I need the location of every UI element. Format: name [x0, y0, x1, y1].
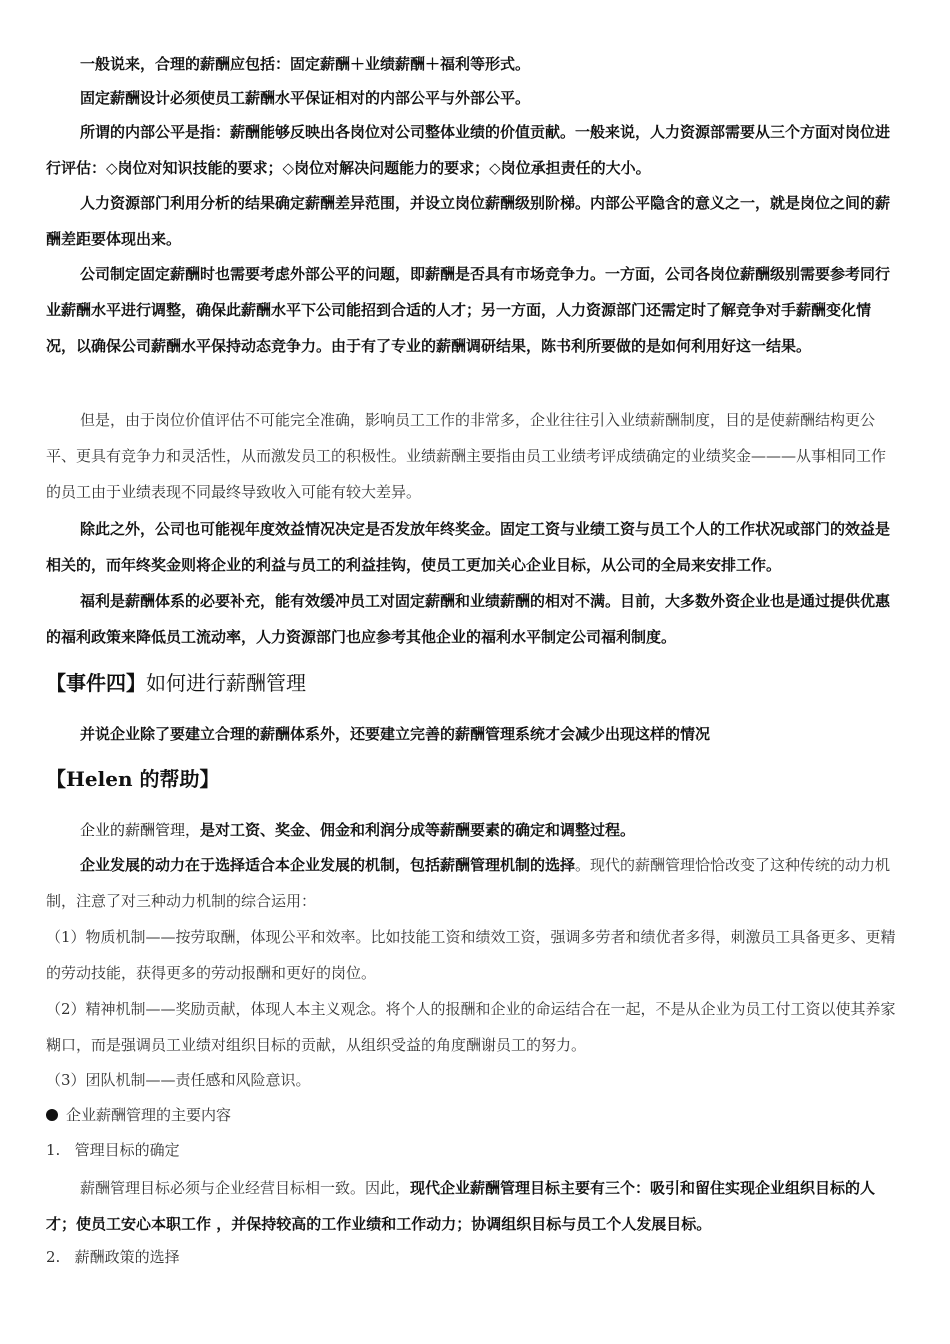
definition-body: 是对工资、奖金、佣金和利润分成等薪酬要素的确定和调整过程。	[200, 821, 636, 839]
mechanism-spiritual: （2）精神机制——奖励贡献，体现人本主义观念。将个人的报酬和企业的命运结合在一起，不是从企业为员工付工资以使其养家糊口，而是强调员工业绩对组织目标的贡献，从组织受益的角度酬谢员工的努力。	[46, 1000, 896, 1054]
paragraph-salary-management-definition	[46, 812, 896, 848]
event4-title: 如何进行薪酬管理	[146, 671, 306, 695]
paragraph-internal-fairness: 所谓的内部公平是指：薪酬能够反映出各岗位对公司整体业绩的价值贡献。一般来说，人力资源部需要从三个方面对岗位进行评估：◇岗位对知识技能的要求；◇岗位对解决问题能力的要求；◇岗位承担责任的大小。	[46, 123, 891, 177]
paragraph-driving-mechanism	[46, 847, 896, 919]
definition-lead: 企业的薪酬管理，	[80, 821, 201, 839]
bullet-main-content	[46, 1100, 231, 1130]
paragraph-management-goals	[46, 1170, 896, 1242]
helen-heading: 【Helen 的帮助】	[46, 767, 220, 791]
list-item-goal: 1. 管理目标的确定	[46, 1141, 180, 1159]
paragraph-management-system: 并说企业除了要建立合理的薪酬体系外，还要建立完善的薪酬管理系统才会减少出现这样的情况	[80, 725, 711, 743]
event4-heading	[46, 665, 306, 701]
paragraph-fixed-salary-design: 固定薪酬设计必须使员工薪酬水平保证相对的内部公平与外部公平。	[80, 89, 531, 107]
bullet-dot-icon	[46, 1109, 58, 1121]
paragraph-performance-pay: 但是，由于岗位价值评估不可能完全准确，影响员工工作的非常多，企业往往引入业绩薪酬制度，目的是使薪酬结构更公平、更具有竞争力和灵活性，从而激发员工的积极性。业绩薪酬主要指由员工业绩考评成绩确定的业绩奖金———从事相同工作的员工由于业绩表现不同最终导致收入可能有较大差异。	[46, 411, 887, 501]
paragraph-salary-composition: 一般说来，合理的薪酬应包括：固定薪酬＋业绩薪酬＋福利等形式。	[80, 55, 531, 73]
mechanism-body: 。现代的薪酬管理恰恰改变了这种传统的动力机制，注意了对三种动力机制的综合运用：	[46, 856, 891, 910]
list-item-policy: 2. 薪酬政策的选择	[46, 1248, 180, 1266]
mechanism-material: （1）物质机制——按劳取酬，体现公平和效率。比如技能工资和绩效工资，强调多劳者和绩优者多得，刺激员工具备更多、更精的劳动技能，获得更多的劳动报酬和更好的岗位。	[46, 928, 896, 982]
paragraph-welfare: 福利是薪酬体系的必要补充，能有效缓冲员工对固定薪酬和业绩薪酬的相对不满。目前，大多数外资企业也是通过提供优惠的福利政策来降低员工流动率，人力资源部门也应参考其他企业的福利水平制定公司福利制度。	[46, 592, 891, 646]
paragraph-external-fairness: 公司制定固定薪酬时也需要考虑外部公平的问题，即薪酬是否具有市场竞争力。一方面，公司各岗位薪酬级别需要参考同行业薪酬水平进行调整，确保此薪酬水平下公司能招到合适的人才；另一方面，人力资源部门还需定时了解竞争对手薪酬变化情况，以确保公司薪酬水平保持动态竞争力。由于有了专业的薪酬调研结果，陈书利所要做的是如何利用好这一结果。	[46, 265, 891, 355]
paragraph-year-end-bonus: 除此之外，公司也可能视年度效益情况决定是否发放年终奖金。固定工资与业绩工资与员工个人的工作状况或部门的效益是相关的，而年终奖金则将企业的利益与员工的利益挂钩，使员工更加关心企业目标，从公司的全局来安排工作。	[46, 520, 891, 574]
paragraph-salary-range: 人力资源部门利用分析的结果确定薪酬差异范围，并设立岗位薪酬级别阶梯。内部公平隐含的意义之一，就是岗位之间的薪酬差距要体现出来。	[46, 194, 891, 248]
goals-lead: 薪酬管理目标必须与企业经营目标相一致。因此，	[80, 1179, 411, 1197]
goals-body: 现代企业薪酬管理目标主要有三个：吸引和留住实现企业组织目标的人才；使员工安心本职工作 ，并保持较高的工作业绩和工作动力；协调组织目标与员工个人发展目标。	[46, 1179, 876, 1233]
mechanism-lead: 企业发展的动力在于选择适合本企业发展的机制，包括薪酬管理机制的选择	[80, 856, 576, 874]
mechanism-team: （3）团队机制——责任感和风险意识。	[46, 1071, 311, 1089]
event4-bracket: 【事件四】	[46, 671, 146, 695]
bullet-heading-text: 企业薪酬管理的主要内容	[66, 1106, 232, 1124]
